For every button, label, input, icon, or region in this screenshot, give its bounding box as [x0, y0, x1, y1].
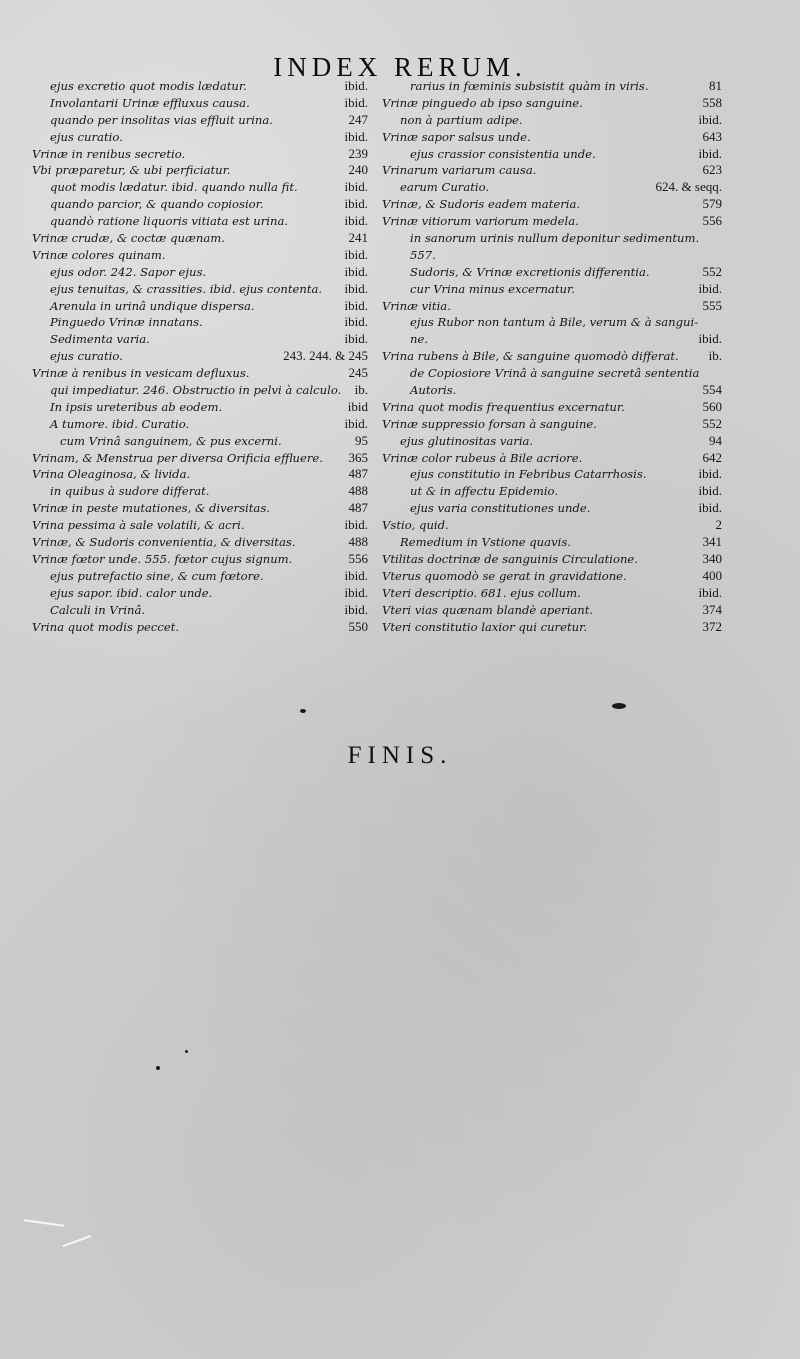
index-entry-text: de Copiosiore Vrinâ à sanguine secretâ sententia	[410, 366, 700, 381]
index-entry-text: cum Vrinâ sanguinem, & pus excerni.	[60, 433, 282, 448]
index-entry	[382, 568, 722, 585]
index-entry-text: Vterus quomodò se gerat in gravidatione.	[382, 568, 627, 583]
index-entry	[382, 551, 722, 568]
index-entry-page: ibid.	[344, 601, 368, 617]
index-entry-text: Vrinæ in peste mutationes, & diversitas.	[32, 501, 270, 516]
index-entry-text: In ipsis ureteribus ab eodem.	[50, 399, 223, 414]
index-entry-text: ejus sapor. ibid. calor unde.	[50, 585, 213, 600]
index-entry	[382, 146, 722, 163]
index-entry-text: Calculi in Vrinâ.	[50, 602, 146, 617]
index-entry-text: ejus putrefactio sine, & cum fœtore.	[50, 568, 264, 583]
index-column-right	[382, 78, 722, 635]
index-entry-page: ibid.	[698, 280, 722, 296]
index-entry-text: cur Vrina minus excernatur.	[410, 281, 575, 296]
index-entry-page: 556	[348, 550, 368, 566]
index-entry-page: ibid.	[698, 331, 722, 347]
index-entry-text: Vteri constitutio laxior qui curetur.	[382, 619, 588, 634]
index-entry	[382, 281, 722, 298]
index-entry	[32, 602, 368, 619]
index-entry-text: Vrinæ in renibus secretio.	[32, 146, 186, 161]
index-entry-text: Sudoris, & Vrinæ excretionis differentia.	[410, 264, 650, 279]
index-entry-text: ejus varia constitutiones unde.	[410, 501, 591, 516]
index-entry	[382, 129, 722, 146]
index-entry-text: ejus constitutio in Febribus Catarrhosis.	[410, 467, 647, 482]
index-entry	[32, 247, 368, 264]
index-entry-text: ne.	[410, 332, 429, 347]
index-entry-page: ibid.	[344, 128, 368, 144]
index-entry-page: 558	[702, 94, 722, 110]
index-entry-page: ibid.	[344, 280, 368, 296]
index-entry-text: Vrinæ à renibus in vesicam defluxus.	[32, 366, 250, 381]
index-entry	[32, 348, 368, 365]
index-entry-page: 487	[348, 466, 368, 482]
index-entry	[382, 517, 722, 534]
index-entry	[382, 399, 722, 416]
index-entry-text: Vrinæ fœtor unde. 555. fœtor cujus signum.	[32, 551, 293, 566]
index-entry-page: 487	[348, 500, 368, 516]
index-entry	[382, 433, 722, 450]
index-entry-text: ejus crassior consistentia unde.	[410, 146, 596, 161]
index-entry-page: 239	[348, 145, 368, 161]
index-entry-text: Remedium in Vstione quavis.	[400, 535, 571, 550]
index-entry-text: Vrinæ vitia.	[382, 298, 451, 313]
index-entry-text: Vrina quot modis frequentius excernatur.	[382, 399, 625, 414]
index-entry-page: ibid.	[698, 500, 722, 516]
finis-text: FINIS.	[347, 742, 453, 769]
index-entry-text: Sedimenta varia.	[50, 332, 150, 347]
index-entry	[32, 500, 368, 517]
index-entry	[32, 78, 368, 95]
index-entry-text: quandò ratione liquoris vitiata est urina.	[50, 214, 289, 229]
index-entry-page: 560	[702, 398, 722, 414]
index-entry	[32, 585, 368, 602]
index-entry-page: 643	[702, 128, 722, 144]
page-title: INDEX RERUM.	[273, 52, 527, 82]
index-entry	[32, 95, 368, 112]
index-entry-page: ibid.	[344, 246, 368, 262]
index-entry	[32, 568, 368, 585]
ink-speck	[156, 1066, 160, 1070]
index-entry	[32, 196, 368, 213]
index-entry-page: 556	[702, 213, 722, 229]
index-entry	[32, 146, 368, 163]
index-entry	[32, 416, 368, 433]
index-entry-page: ib.	[708, 348, 722, 364]
index-entry-page: ibid.	[344, 314, 368, 330]
index-entry	[382, 365, 722, 382]
index-entry-page: 245	[348, 365, 368, 381]
index-entry-text: 557.	[410, 247, 436, 262]
index-entry-text: quando parcior, & quando copiosior.	[50, 197, 264, 212]
index-entry-text: Vrina quot modis peccet.	[32, 619, 180, 634]
index-entry-text: Vteri vias quænam blandè aperiant.	[382, 602, 594, 617]
index-entry-page: 243. 244. & 245	[283, 348, 368, 364]
index-entry-text: Autoris.	[410, 383, 457, 398]
index-entry-page: ibid.	[344, 567, 368, 583]
index-entry-page: ibid.	[698, 584, 722, 600]
index-entry-text: Pinguedo Vrinæ innatans.	[50, 315, 203, 330]
index-entry-page: ibid.	[344, 196, 368, 212]
index-entry	[32, 433, 368, 450]
index-entry	[32, 365, 368, 382]
index-entry-text: in sanorum urinis nullum deponitur sedimentum.	[410, 231, 700, 246]
index-entry	[32, 298, 368, 315]
index-entry-text: earum Curatio.	[400, 180, 490, 195]
index-entry-text: Vrinæ, & Sudoris convenientia, & diversitas.	[32, 535, 296, 550]
index-entry	[382, 264, 722, 281]
index-entry-page: 247	[348, 111, 368, 127]
index-entry-page: 623	[702, 162, 722, 178]
index-entry-page: 642	[702, 449, 722, 465]
index-entry-text: Vrinarum variarum causa.	[382, 163, 537, 178]
index-entry	[32, 162, 368, 179]
index-entry	[382, 179, 722, 196]
index-column-left	[32, 78, 368, 635]
index-entry-text: Vrina rubens à Bile, & sanguine quomodò differat.	[382, 349, 679, 364]
index-entry-page: 372	[702, 618, 722, 634]
index-entry	[32, 450, 368, 467]
index-entry	[32, 281, 368, 298]
index-entry-text: Vrinæ crudæ, & coctæ quænam.	[32, 231, 225, 246]
index-entry-text: Vrinam, & Menstrua per diversa Orificia effluere.	[32, 450, 323, 465]
index-entry-page: 81	[709, 78, 722, 93]
index-entry-text: Vrinæ, & Sudoris eadem materia.	[382, 197, 581, 212]
index-entry-page: ibid.	[698, 111, 722, 127]
index-entry	[32, 619, 368, 636]
index-entry-page: ibid.	[698, 145, 722, 161]
index-entry	[32, 213, 368, 230]
index-entry	[382, 112, 722, 129]
index-entry-text: Vrinæ pinguedo ab ipso sanguine.	[382, 95, 583, 110]
index-entry	[382, 500, 722, 517]
index-entry-text: Vrinæ suppressio forsan à sanguine.	[382, 416, 597, 431]
index-entry-text: ejus Rubor non tantum à Bile, verum & à sangui-	[410, 315, 699, 330]
index-entry-text: ejus glutinositas varia.	[400, 433, 534, 448]
index-entry-text: qui impediatur. 246. Obstructio in pelvi à calculo.	[50, 383, 342, 398]
index-entry	[382, 314, 722, 331]
index-entry-text: ejus curatio.	[50, 129, 123, 144]
index-entry-page: 341	[702, 534, 722, 550]
index-entry-page: ibid.	[344, 415, 368, 431]
index-entry	[382, 162, 722, 179]
index-entry-text: Vrinæ color rubeus à Bile acriore.	[382, 450, 583, 465]
index-entry	[32, 314, 368, 331]
index-entry	[382, 450, 722, 467]
index-entry	[382, 534, 722, 551]
index-entry	[32, 179, 368, 196]
index-entry-page: 488	[348, 483, 368, 499]
index-entry-page: ibid.	[344, 94, 368, 110]
index-entry-page: ibid.	[344, 517, 368, 533]
index-entry-page: ibid.	[344, 213, 368, 229]
index-entry-page: 552	[702, 415, 722, 431]
index-entry-text: Involantarii Urinæ effluxus causa.	[50, 95, 250, 110]
index-entry-text: ejus odor. 242. Sapor ejus.	[50, 264, 207, 279]
index-entry-text: quando per insolitas vias effluit urina.	[50, 112, 273, 127]
index-entry	[32, 534, 368, 551]
index-entry-page: 365	[348, 449, 368, 465]
ink-speck	[612, 703, 626, 709]
index-entry-text: ut & in affectu Epidemio.	[410, 484, 559, 499]
index-entry-page: 579	[702, 196, 722, 212]
index-entry-page: 552	[702, 263, 722, 279]
index-entry-page: 624. & seqq.	[655, 179, 722, 195]
index-entry	[32, 382, 368, 399]
index-entry-text: Vbi præparetur, & ubi perficiatur.	[32, 163, 231, 178]
index-entry-text: Vteri descriptio. 681. ejus collum.	[382, 585, 581, 600]
index-entry-text: Vrina Oleaginosa, & livida.	[32, 467, 191, 482]
index-entry-page: ibid.	[698, 483, 722, 499]
index-entry-page: 400	[702, 567, 722, 583]
index-entry-page: 488	[348, 534, 368, 550]
ink-speck	[185, 1050, 188, 1053]
index-entry-page: 340	[702, 550, 722, 566]
index-entry-page: 94	[709, 432, 722, 448]
index-entry	[32, 517, 368, 534]
index-entry-text: Vstio, quid.	[382, 518, 449, 533]
index-entry-text: Vrinæ sapor salsus unde.	[382, 129, 531, 144]
index-entry	[32, 466, 368, 483]
index-entry	[382, 483, 722, 500]
index-entry-page: ib.	[354, 382, 368, 398]
index-entry-text: ejus excretio quot modis lædatur.	[50, 79, 247, 93]
index-entry-text: quot modis lædatur. ibid. quando nulla fit.	[50, 180, 298, 195]
index-entry-page: 240	[348, 162, 368, 178]
index-entry	[32, 399, 368, 416]
index-entry	[382, 416, 722, 433]
index-entry-text: ejus curatio.	[50, 349, 123, 364]
index-entry-page: 95	[355, 432, 368, 448]
index-entry	[382, 619, 722, 636]
index-entry	[32, 483, 368, 500]
index-entry-page: ibid.	[344, 179, 368, 195]
index-entry-page: 2	[715, 517, 722, 533]
index-entry-page: ibid.	[344, 263, 368, 279]
index-entry-text: Arenula in urinâ undique dispersa.	[50, 298, 255, 313]
index-entry-text: ejus tenuitas, & crassities. ibid. ejus contenta.	[50, 281, 323, 296]
index-entry	[382, 95, 722, 112]
index-entry-text: Vrinæ colores quinam.	[32, 247, 166, 262]
paper-scratch	[24, 1219, 64, 1227]
index-entry-text: Vtilitas doctrinæ de sanguinis Circulatione.	[382, 551, 638, 566]
index-entry-text: non à partium adipe.	[400, 112, 523, 127]
index-entry-page: ibid.	[344, 331, 368, 347]
paper-scratch	[63, 1235, 92, 1247]
index-entry-text: rarius in fœminis subsistit quàm in viris.	[410, 79, 649, 93]
index-entry	[382, 466, 722, 483]
index-entry-text: Vrina pessima à sale volatili, & acri.	[32, 518, 245, 533]
index-entry	[382, 382, 722, 399]
index-entry-page: ibid.	[698, 466, 722, 482]
index-entry-page: 374	[702, 601, 722, 617]
index-entry	[382, 348, 722, 365]
index-entry-text: Vrinæ vitiorum variorum medela.	[382, 214, 579, 229]
index-entry-page: 555	[702, 297, 722, 313]
index-entry-page: ibid.	[344, 297, 368, 313]
index-entry-text: A tumore. ibid. Curatio.	[50, 416, 190, 431]
index-entry	[382, 298, 722, 315]
index-entry	[32, 551, 368, 568]
index-entry	[32, 264, 368, 281]
index-entry	[32, 129, 368, 146]
index-entry	[382, 213, 722, 230]
index-entry	[382, 331, 722, 348]
index-entry	[32, 230, 368, 247]
index-entry	[382, 196, 722, 213]
index-entry-page: 550	[348, 618, 368, 634]
index-entry-page: ibid	[347, 398, 368, 414]
index-entry-page: 554	[702, 382, 722, 398]
index-entry-page: 241	[348, 230, 368, 246]
index-entry	[382, 585, 722, 602]
index-entry	[32, 331, 368, 348]
index-entry	[382, 602, 722, 619]
index-entry	[382, 247, 722, 264]
index-entry-text: in quibus à sudore differat.	[50, 484, 210, 499]
index-entry	[382, 78, 722, 95]
ink-speck	[300, 709, 306, 713]
index-entry-page: ibid.	[344, 78, 368, 93]
index-entry	[32, 112, 368, 129]
index-entry-page: ibid.	[344, 584, 368, 600]
index-entry	[382, 230, 722, 247]
